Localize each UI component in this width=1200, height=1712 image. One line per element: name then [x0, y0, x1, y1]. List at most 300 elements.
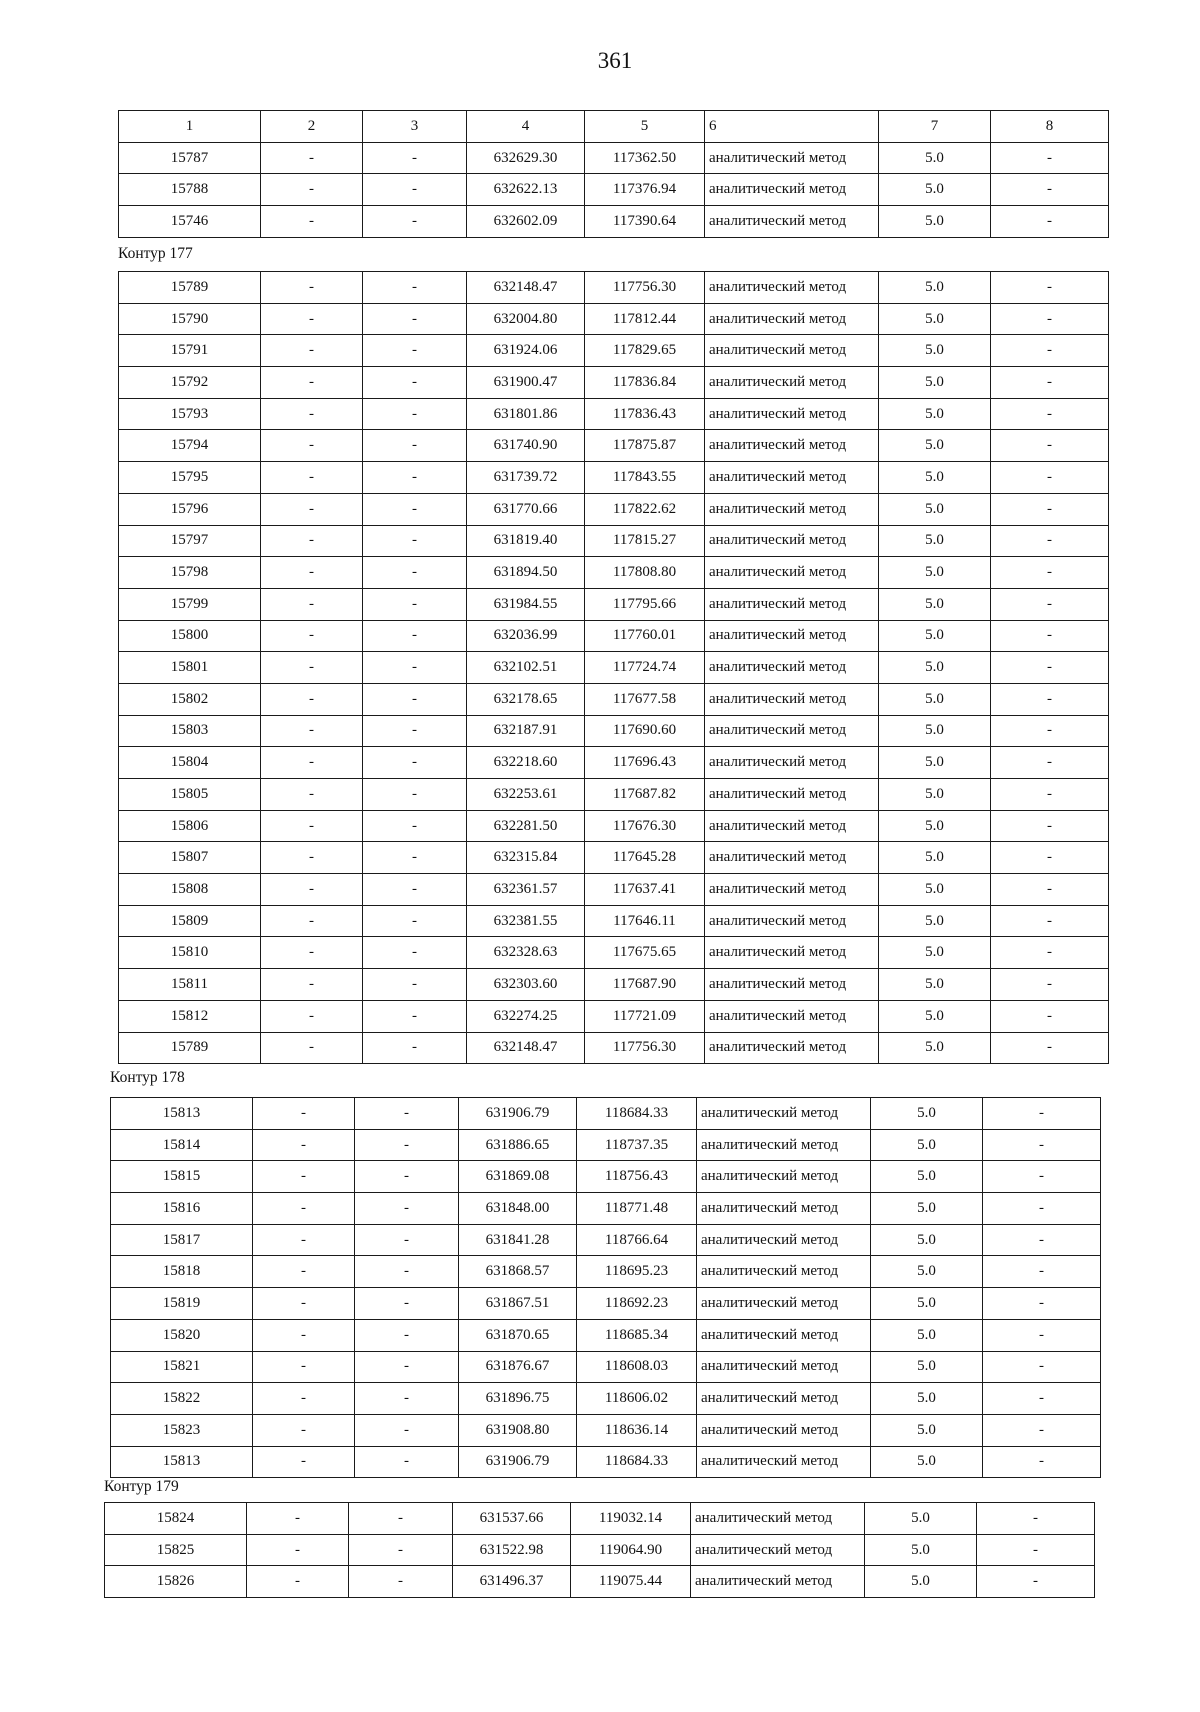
coord-y-cell: 118737.35: [577, 1129, 697, 1161]
coord-x-cell: 632036.99: [467, 620, 585, 652]
point-number-cell: 15820: [111, 1319, 253, 1351]
method-cell: аналитический метод: [705, 272, 879, 304]
col-2-cell: -: [253, 1383, 355, 1415]
method-cell: аналитический метод: [705, 1032, 879, 1064]
table-row: [119, 335, 1109, 367]
col-2-cell: -: [261, 398, 363, 430]
point-number-cell: 15812: [119, 1000, 261, 1032]
table-row: [119, 272, 1109, 304]
col-3-cell: -: [363, 747, 467, 779]
point-number-cell: 15800: [119, 620, 261, 652]
coord-y-cell: 117376.94: [585, 174, 705, 206]
coord-y-cell: 117836.43: [585, 398, 705, 430]
table-row: [119, 1032, 1109, 1064]
col-2-cell: -: [261, 493, 363, 525]
col-2-cell: -: [261, 335, 363, 367]
coord-x-cell: 631869.08: [459, 1161, 577, 1193]
col-8-cell: -: [983, 1256, 1101, 1288]
table-row: [119, 620, 1109, 652]
accuracy-cell: 5.0: [865, 1503, 977, 1535]
accuracy-cell: 5.0: [879, 557, 991, 589]
coord-y-cell: 118756.43: [577, 1161, 697, 1193]
col-8-cell: -: [983, 1098, 1101, 1130]
col-2-cell: -: [261, 557, 363, 589]
accuracy-cell: 5.0: [871, 1288, 983, 1320]
col-2-cell: -: [253, 1161, 355, 1193]
col-8-cell: -: [991, 652, 1109, 684]
col-8-cell: -: [991, 493, 1109, 525]
coord-y-cell: 118684.33: [577, 1098, 697, 1130]
coord-y-cell: 117756.30: [585, 1032, 705, 1064]
col-8-cell: -: [991, 1000, 1109, 1032]
coord-x-cell: 632187.91: [467, 715, 585, 747]
coord-y-cell: 117696.43: [585, 747, 705, 779]
col-8-cell: -: [991, 462, 1109, 494]
page-number: 361: [597, 48, 633, 73]
accuracy-cell: 5.0: [871, 1224, 983, 1256]
point-number-cell: 15807: [119, 842, 261, 874]
coord-x-cell: 631819.40: [467, 525, 585, 557]
table-row: [119, 937, 1109, 969]
table-row: [111, 1446, 1101, 1478]
col-8-cell: -: [991, 715, 1109, 747]
col-3-cell: -: [363, 969, 467, 1001]
coord-y-cell: 117875.87: [585, 430, 705, 462]
col-2-cell: -: [261, 462, 363, 494]
method-cell: аналитический метод: [705, 747, 879, 779]
point-number-cell: 15746: [119, 206, 261, 238]
point-number-cell: 15815: [111, 1161, 253, 1193]
coord-y-cell: 118685.34: [577, 1319, 697, 1351]
method-cell: аналитический метод: [705, 174, 879, 206]
table-row: [119, 810, 1109, 842]
point-number-cell: 15795: [119, 462, 261, 494]
coord-x-cell: 631870.65: [459, 1319, 577, 1351]
method-cell: аналитический метод: [691, 1503, 865, 1535]
coord-x-cell: 631876.67: [459, 1351, 577, 1383]
contour-label: Контур 178: [110, 1069, 185, 1086]
point-number-cell: 15788: [119, 174, 261, 206]
method-cell: аналитический метод: [697, 1383, 871, 1415]
col-8-cell: -: [991, 620, 1109, 652]
coord-y-cell: 117687.90: [585, 969, 705, 1001]
accuracy-cell: 7: [879, 111, 991, 143]
coord-x-cell: 631522.98: [453, 1534, 571, 1566]
col-8-cell: -: [983, 1288, 1101, 1320]
coord-y-cell: 118636.14: [577, 1414, 697, 1446]
table-row: [119, 525, 1109, 557]
col-3-cell: -: [363, 905, 467, 937]
col-3-cell: -: [363, 272, 467, 304]
table-row: [119, 398, 1109, 430]
col-2-cell: -: [261, 905, 363, 937]
table-row: [119, 588, 1109, 620]
point-number-cell: 15817: [111, 1224, 253, 1256]
table-row: [119, 874, 1109, 906]
coord-x-cell: 631496.37: [453, 1566, 571, 1598]
table-row: [111, 1161, 1101, 1193]
col-8-cell: -: [991, 842, 1109, 874]
table-row: [105, 1534, 1095, 1566]
point-number-cell: 15793: [119, 398, 261, 430]
col-8-cell: -: [983, 1193, 1101, 1225]
col-8-cell: -: [977, 1566, 1095, 1598]
coord-y-cell: 118692.23: [577, 1288, 697, 1320]
coord-y-cell: 118608.03: [577, 1351, 697, 1383]
col-2-cell: -: [261, 367, 363, 399]
point-number-cell: 15825: [105, 1534, 247, 1566]
col-2-cell: -: [261, 874, 363, 906]
table-row: [119, 303, 1109, 335]
accuracy-cell: 5.0: [865, 1566, 977, 1598]
coord-y-cell: 117724.74: [585, 652, 705, 684]
table-row: [119, 683, 1109, 715]
col-2-cell: -: [261, 652, 363, 684]
method-cell: аналитический метод: [691, 1566, 865, 1598]
accuracy-cell: 5.0: [879, 142, 991, 174]
point-number-cell: 15821: [111, 1351, 253, 1383]
point-number-cell: 15798: [119, 557, 261, 589]
col-8-cell: -: [991, 557, 1109, 589]
table-row: [111, 1224, 1101, 1256]
accuracy-cell: 5.0: [879, 969, 991, 1001]
coord-y-cell: 118684.33: [577, 1446, 697, 1478]
col-3-cell: -: [363, 142, 467, 174]
col-2-cell: -: [261, 1000, 363, 1032]
method-cell: аналитический метод: [705, 779, 879, 811]
point-number-cell: 1: [119, 111, 261, 143]
coord-x-cell: 632602.09: [467, 206, 585, 238]
coord-y-cell: 117756.30: [585, 272, 705, 304]
col-8-cell: -: [991, 905, 1109, 937]
method-cell: аналитический метод: [705, 937, 879, 969]
col-2-cell: -: [247, 1534, 349, 1566]
col-3-cell: -: [363, 303, 467, 335]
coord-y-cell: 117690.60: [585, 715, 705, 747]
point-number-cell: 15826: [105, 1566, 247, 1598]
table-row: [111, 1414, 1101, 1446]
method-cell: аналитический метод: [705, 525, 879, 557]
col-3-cell: -: [355, 1288, 459, 1320]
table-row: [119, 905, 1109, 937]
table-row: [105, 1566, 1095, 1598]
accuracy-cell: 5.0: [871, 1129, 983, 1161]
col-3-cell: -: [355, 1129, 459, 1161]
coord-x-cell: 631900.47: [467, 367, 585, 399]
method-cell: аналитический метод: [697, 1414, 871, 1446]
coord-y-cell: 117836.84: [585, 367, 705, 399]
method-cell: аналитический метод: [705, 969, 879, 1001]
method-cell: аналитический метод: [705, 142, 879, 174]
contour-table: [110, 1097, 1101, 1478]
col-8-cell: -: [983, 1446, 1101, 1478]
coord-x-cell: 631868.57: [459, 1256, 577, 1288]
accuracy-cell: 5.0: [879, 430, 991, 462]
col-3-cell: -: [363, 652, 467, 684]
coord-x-cell: 4: [467, 111, 585, 143]
method-cell: аналитический метод: [705, 367, 879, 399]
coord-x-cell: 631908.80: [459, 1414, 577, 1446]
col-8-cell: -: [983, 1414, 1101, 1446]
col-3-cell: -: [363, 206, 467, 238]
coord-x-cell: 631886.65: [459, 1129, 577, 1161]
col-8-cell: -: [991, 367, 1109, 399]
header-row: [119, 111, 1109, 143]
coord-y-cell: 119064.90: [571, 1534, 691, 1566]
table-row: [119, 493, 1109, 525]
accuracy-cell: 5.0: [871, 1161, 983, 1193]
accuracy-cell: 5.0: [871, 1414, 983, 1446]
col-8-cell: -: [991, 969, 1109, 1001]
method-cell: аналитический метод: [705, 557, 879, 589]
col-2-cell: -: [261, 747, 363, 779]
col-8-cell: -: [983, 1161, 1101, 1193]
coord-y-cell: 5: [585, 111, 705, 143]
coord-x-cell: 632281.50: [467, 810, 585, 842]
col-2-cell: -: [253, 1288, 355, 1320]
point-number-cell: 15813: [111, 1098, 253, 1130]
point-number-cell: 15816: [111, 1193, 253, 1225]
col-2-cell: -: [261, 810, 363, 842]
point-number-cell: 15808: [119, 874, 261, 906]
method-cell: аналитический метод: [697, 1319, 871, 1351]
coord-x-cell: 631739.72: [467, 462, 585, 494]
table-row: [111, 1288, 1101, 1320]
method-cell: аналитический метод: [697, 1129, 871, 1161]
coord-x-cell: 631740.90: [467, 430, 585, 462]
coord-y-cell: 117815.27: [585, 525, 705, 557]
coord-y-cell: 117795.66: [585, 588, 705, 620]
accuracy-cell: 5.0: [879, 620, 991, 652]
table-row: [119, 367, 1109, 399]
accuracy-cell: 5.0: [871, 1351, 983, 1383]
coord-x-cell: 631924.06: [467, 335, 585, 367]
coord-x-cell: 632381.55: [467, 905, 585, 937]
table-row: [119, 842, 1109, 874]
col-3-cell: -: [363, 842, 467, 874]
table-row: [119, 142, 1109, 174]
method-cell: аналитический метод: [705, 335, 879, 367]
coord-x-cell: 632148.47: [467, 1032, 585, 1064]
coord-y-cell: 119032.14: [571, 1503, 691, 1535]
point-number-cell: 15809: [119, 905, 261, 937]
col-3-cell: -: [355, 1446, 459, 1478]
point-number-cell: 15804: [119, 747, 261, 779]
coord-x-cell: 631801.86: [467, 398, 585, 430]
accuracy-cell: 5.0: [879, 398, 991, 430]
table-row: [111, 1319, 1101, 1351]
coord-x-cell: 631848.00: [459, 1193, 577, 1225]
col-8-cell: -: [991, 272, 1109, 304]
method-cell: аналитический метод: [691, 1534, 865, 1566]
col-8-cell: -: [991, 303, 1109, 335]
table-row: [111, 1383, 1101, 1415]
coord-y-cell: 117812.44: [585, 303, 705, 335]
col-3-cell: -: [363, 1000, 467, 1032]
table-row: [119, 747, 1109, 779]
col-3-cell: -: [355, 1319, 459, 1351]
method-cell: аналитический метод: [705, 303, 879, 335]
col-2-cell: 2: [261, 111, 363, 143]
coord-y-cell: 117645.28: [585, 842, 705, 874]
method-cell: аналитический метод: [697, 1351, 871, 1383]
coord-y-cell: 117808.80: [585, 557, 705, 589]
method-cell: аналитический метод: [705, 430, 879, 462]
coord-x-cell: 631867.51: [459, 1288, 577, 1320]
point-number-cell: 15823: [111, 1414, 253, 1446]
accuracy-cell: 5.0: [879, 588, 991, 620]
method-cell: аналитический метод: [705, 683, 879, 715]
table-row: [119, 462, 1109, 494]
col-8-cell: -: [991, 430, 1109, 462]
method-cell: аналитический метод: [697, 1098, 871, 1130]
col-3-cell: -: [363, 588, 467, 620]
table-row: [119, 779, 1109, 811]
point-number-cell: 15811: [119, 969, 261, 1001]
coord-x-cell: 632148.47: [467, 272, 585, 304]
point-number-cell: 15789: [119, 272, 261, 304]
col-2-cell: -: [261, 1032, 363, 1064]
accuracy-cell: 5.0: [879, 1000, 991, 1032]
coord-y-cell: 117390.64: [585, 206, 705, 238]
accuracy-cell: 5.0: [879, 462, 991, 494]
accuracy-cell: 5.0: [879, 303, 991, 335]
method-cell: аналитический метод: [697, 1193, 871, 1225]
col-2-cell: -: [261, 430, 363, 462]
point-number-cell: 15810: [119, 937, 261, 969]
coord-x-cell: 632253.61: [467, 779, 585, 811]
point-number-cell: 15806: [119, 810, 261, 842]
point-number-cell: 15796: [119, 493, 261, 525]
accuracy-cell: 5.0: [879, 335, 991, 367]
point-number-cell: 15822: [111, 1383, 253, 1415]
method-cell: аналитический метод: [705, 462, 879, 494]
table-row: [119, 715, 1109, 747]
col-2-cell: -: [261, 842, 363, 874]
col-2-cell: -: [253, 1256, 355, 1288]
col-8-cell: -: [991, 335, 1109, 367]
col-2-cell: -: [253, 1098, 355, 1130]
col-3-cell: -: [363, 525, 467, 557]
col-2-cell: -: [253, 1319, 355, 1351]
accuracy-cell: 5.0: [871, 1256, 983, 1288]
col-8-cell: -: [991, 142, 1109, 174]
coord-y-cell: 118766.64: [577, 1224, 697, 1256]
method-cell: аналитический метод: [705, 588, 879, 620]
accuracy-cell: 5.0: [871, 1098, 983, 1130]
col-2-cell: -: [261, 779, 363, 811]
coord-x-cell: 632102.51: [467, 652, 585, 684]
accuracy-cell: 5.0: [879, 905, 991, 937]
col-8-cell: -: [991, 810, 1109, 842]
accuracy-cell: 5.0: [879, 810, 991, 842]
col-3-cell: -: [355, 1193, 459, 1225]
coord-x-cell: 631906.79: [459, 1098, 577, 1130]
table-row: [119, 652, 1109, 684]
coord-x-cell: 631906.79: [459, 1446, 577, 1478]
col-2-cell: -: [253, 1446, 355, 1478]
point-number-cell: 15814: [111, 1129, 253, 1161]
accuracy-cell: 5.0: [879, 779, 991, 811]
col-3-cell: -: [355, 1161, 459, 1193]
col-3-cell: -: [363, 874, 467, 906]
coord-y-cell: 117637.41: [585, 874, 705, 906]
table-row: [119, 969, 1109, 1001]
point-number-cell: 15813: [111, 1446, 253, 1478]
coord-y-cell: 118695.23: [577, 1256, 697, 1288]
coord-x-cell: 632315.84: [467, 842, 585, 874]
coord-x-cell: 632622.13: [467, 174, 585, 206]
col-8-cell: -: [977, 1534, 1095, 1566]
col-3-cell: 3: [363, 111, 467, 143]
accuracy-cell: 5.0: [871, 1383, 983, 1415]
point-number-cell: 15818: [111, 1256, 253, 1288]
col-3-cell: -: [363, 493, 467, 525]
col-3-cell: -: [355, 1098, 459, 1130]
col-2-cell: -: [247, 1503, 349, 1535]
col-3-cell: -: [363, 683, 467, 715]
col-2-cell: -: [261, 525, 363, 557]
col-8-cell: -: [983, 1319, 1101, 1351]
table-row: [111, 1098, 1101, 1130]
point-number-cell: 15824: [105, 1503, 247, 1535]
method-cell: аналитический метод: [705, 398, 879, 430]
table-row: [119, 1000, 1109, 1032]
coord-y-cell: 117843.55: [585, 462, 705, 494]
accuracy-cell: 5.0: [865, 1534, 977, 1566]
col-2-cell: -: [253, 1129, 355, 1161]
accuracy-cell: 5.0: [871, 1446, 983, 1478]
col-2-cell: -: [253, 1224, 355, 1256]
table-row: [119, 557, 1109, 589]
coord-y-cell: 117646.11: [585, 905, 705, 937]
point-number-cell: 15794: [119, 430, 261, 462]
accuracy-cell: 5.0: [879, 842, 991, 874]
col-2-cell: -: [261, 683, 363, 715]
coord-x-cell: 631537.66: [453, 1503, 571, 1535]
point-number-cell: 15819: [111, 1288, 253, 1320]
point-number-cell: 15791: [119, 335, 261, 367]
col-2-cell: -: [261, 174, 363, 206]
coord-x-cell: 631770.66: [467, 493, 585, 525]
method-cell: аналитический метод: [697, 1161, 871, 1193]
col-8-cell: -: [991, 747, 1109, 779]
point-number-cell: 15792: [119, 367, 261, 399]
table-row: [111, 1193, 1101, 1225]
method-cell: аналитический метод: [697, 1288, 871, 1320]
coord-x-cell: 632004.80: [467, 303, 585, 335]
col-8-cell: -: [991, 779, 1109, 811]
table-row: [111, 1256, 1101, 1288]
col-8-cell: -: [991, 174, 1109, 206]
accuracy-cell: 5.0: [871, 1193, 983, 1225]
col-3-cell: -: [363, 715, 467, 747]
col-3-cell: -: [355, 1224, 459, 1256]
col-8-cell: -: [991, 206, 1109, 238]
col-2-cell: -: [253, 1193, 355, 1225]
accuracy-cell: 5.0: [879, 493, 991, 525]
method-cell: аналитический метод: [697, 1256, 871, 1288]
col-8-cell: -: [983, 1129, 1101, 1161]
method-cell: аналитический метод: [705, 842, 879, 874]
point-number-cell: 15801: [119, 652, 261, 684]
col-3-cell: -: [363, 398, 467, 430]
col-3-cell: -: [349, 1503, 453, 1535]
col-3-cell: -: [355, 1351, 459, 1383]
coord-x-cell: 632361.57: [467, 874, 585, 906]
col-8-cell: -: [983, 1224, 1101, 1256]
col-8-cell: -: [977, 1503, 1095, 1535]
